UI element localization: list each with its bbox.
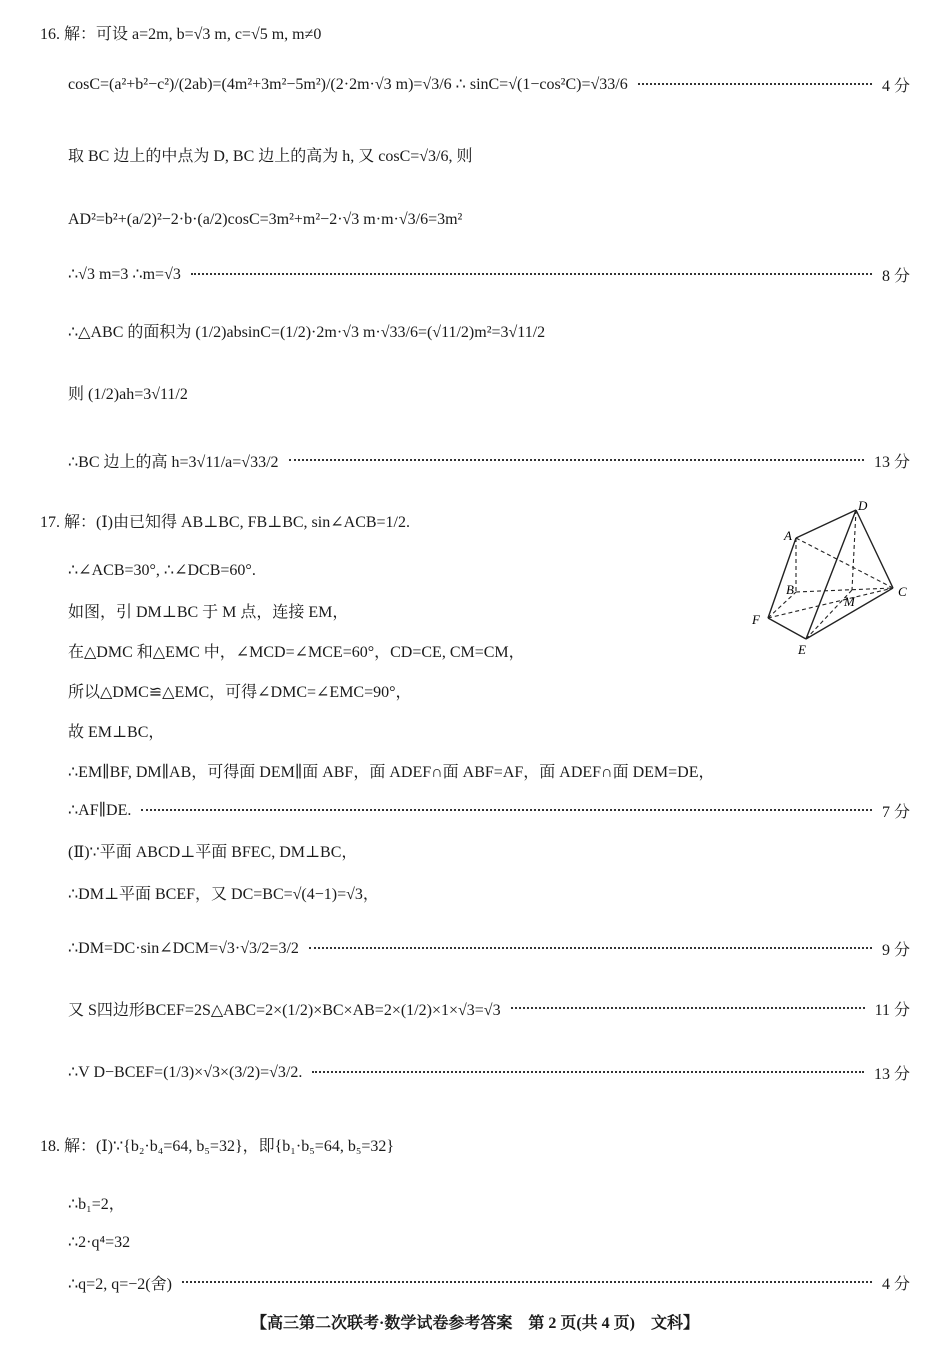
answer-line: 又 S四边形BCEF=2S△ABC=2×(1/2)×BC×AB=2×(1/2)×1×√3=√3 11 分 — [68, 988, 910, 1028]
answer-line: (Ⅱ)∵平面 ABCD⊥平面 BFEC, DM⊥BC， — [68, 843, 358, 861]
dot-leader — [309, 947, 872, 949]
answer-line: 则 (1/2)ah=3√11/2 — [68, 385, 188, 403]
answer-line: ∴b₁=2， — [68, 1195, 125, 1213]
answer-line: ∴AF∥DE. 7 分 — [68, 790, 910, 830]
geometry-figure — [748, 496, 918, 661]
answer-line: ∴DM=DC·sin∠DCM=√3·√3/2=3/2 9 分 — [68, 928, 910, 968]
answer-line: cosC=(a²+b²−c²)/(2ab)=(4m²+3m²−5m²)/(2·2m·√3 m)=√3/6 ∴ sinC=√(1−cos²C)=√33/6 4 分 — [68, 64, 910, 104]
answer-line: ∴√3 m=3 ∴m=√3 8 分 — [68, 254, 910, 294]
score-label: 8 分 — [881, 267, 910, 285]
score-label: 11 分 — [874, 1001, 910, 1019]
dot-leader — [191, 273, 872, 275]
answer-line: 16. 解：可设 a=2m, b=√3 m, c=√5 m, m≠0 — [40, 25, 322, 43]
answer-line: ∴EM∥BF, DM∥AB，可得面 DEM∥面 ABF，面 ADEF∩面 ABF=AF，面 ADEF∩面 DEM=DE， — [68, 763, 715, 781]
answer-line: ∴∠ACB=30°, ∴∠DCB=60°. — [68, 562, 256, 579]
edge-DC — [856, 510, 893, 588]
edge-DM — [852, 510, 856, 590]
vertex-label-E: E — [798, 642, 806, 657]
dot-leader — [141, 809, 872, 811]
score-label: 7 分 — [881, 803, 910, 821]
vertex-label-A: A — [784, 528, 792, 543]
dot-leader — [289, 459, 864, 461]
answer-line: ∴BC 边上的高 h=3√11/a=√33/2 13 分 — [68, 440, 910, 480]
answer-line: ∴DM⊥平面 BCEF，又 DC=BC=√(4−1)=√3， — [68, 885, 379, 903]
answer-line: 在△DMC 和△EMC 中，∠MCD=∠MCE=60°，CD=CE, CM=CM， — [68, 643, 525, 661]
edge-AF — [768, 538, 796, 618]
dot-leader — [312, 1071, 864, 1073]
vertex-label-F: F — [752, 612, 760, 627]
answer-line: 如图，引 DM⊥BC 于 M 点，连接 EM， — [68, 603, 349, 621]
answer-line: 18. 解：(Ⅰ)∵{b₂·b₄=64, b₅=32}，即{b₁·b₅=64, b₅=32} — [40, 1137, 395, 1155]
answer-line: ∴2·q⁴=32 — [68, 1234, 131, 1251]
edge-FE — [768, 618, 806, 639]
answer-line: ∴△ABC 的面积为 (1/2)absinC=(1/2)·2m·√3 m·√33/6=(√11/2)m²=3√11/2 — [68, 323, 546, 341]
answer-line: 所以△DMC≌△EMC，可得∠DMC=∠EMC=90°， — [68, 683, 412, 701]
score-label: 4 分 — [881, 1275, 910, 1293]
score-label: 4 分 — [881, 77, 910, 95]
answer-line: ∴q=2, q=−2(舍) 4 分 — [68, 1262, 910, 1302]
vertex-label-M: M — [844, 594, 855, 609]
dot-leader — [511, 1007, 865, 1009]
answer-line: 17. 解：(Ⅰ)由已知得 AB⊥BC, FB⊥BC, sin∠ACB=1/2. — [40, 513, 411, 531]
answer-line: 故 EM⊥BC， — [68, 723, 165, 741]
score-label: 9 分 — [881, 941, 910, 959]
vertex-label-B: B — [786, 582, 794, 597]
page-footer: 【高三第二次联考·数学试卷参考答案 第 2 页(共 4 页) 文科】 — [251, 1315, 699, 1332]
answer-line: ∴V D−BCEF=(1/3)×√3×(3/2)=√3/2. 13 分 — [68, 1052, 910, 1092]
answer-line: AD²=b²+(a/2)²−2·b·(a/2)cosC=3m²+m²−2·√3 m·m·√3/6=3m² — [68, 211, 463, 228]
vertex-label-D: D — [858, 498, 868, 513]
dot-leader — [182, 1281, 872, 1283]
score-label: 13 分 — [873, 1065, 910, 1083]
vertex-label-C: C — [898, 584, 907, 599]
edge-AC — [796, 538, 893, 588]
dot-leader — [638, 83, 872, 85]
score-label: 13 分 — [873, 453, 910, 471]
answer-line: 取 BC 边上的中点为 D, BC 边上的高为 h, 又 cosC=√3/6, 则 — [68, 147, 473, 165]
